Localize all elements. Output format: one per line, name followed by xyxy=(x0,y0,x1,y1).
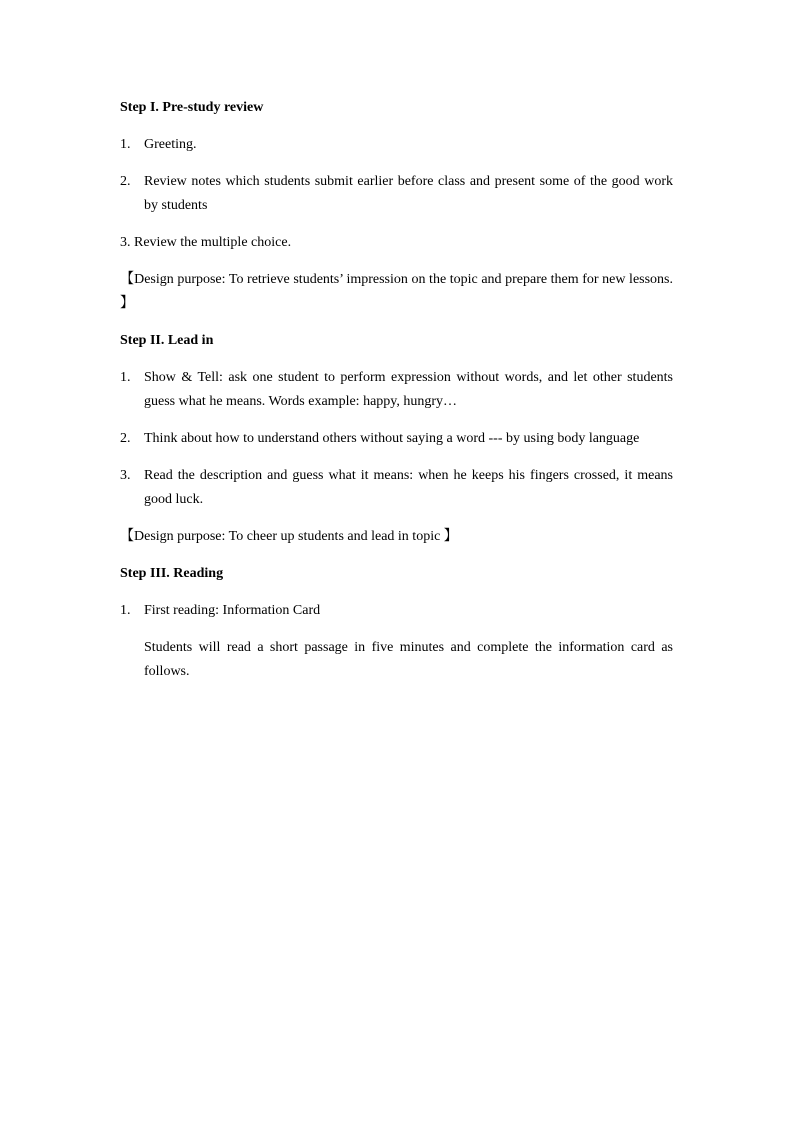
step1-heading: Step I. Pre-study review xyxy=(120,100,264,115)
step1-item-3: 3. Review the multiple choice. xyxy=(120,235,292,250)
step1-item-1-text: Greeting. xyxy=(144,137,197,152)
step2-item-1-number: 1. xyxy=(120,370,131,385)
step2-design-purpose: 【Design purpose: To cheer up students and lead in topic 】 xyxy=(120,529,458,544)
step2-item-1-text: Show & Tell: ask one student to perform expression without words, and let other students guess what he means. Words example: happy, hungry… xyxy=(144,370,673,409)
step2-heading: Step II. Lead in xyxy=(120,333,214,348)
step1-item-2-text: Review notes which students submit earlier before class and present some of the good work by students xyxy=(144,174,673,213)
step1-item-1-number: 1. xyxy=(120,137,131,152)
step1-design-purpose: 【Design purpose: To retrieve students’ impression on the topic and prepare them for new lessons. 】 xyxy=(120,272,673,311)
step2-item-2-text: Think about how to understand others without saying a word --- by using body language xyxy=(144,431,640,446)
step1-item-2-number: 2. xyxy=(120,174,131,189)
document-content xyxy=(120,96,673,697)
step2-item-1 xyxy=(120,366,673,414)
step2-item-3 xyxy=(120,464,673,512)
step3-item-1-text: First reading: Information Card xyxy=(144,603,321,618)
step3-item-1 xyxy=(120,599,673,623)
step1-item-1 xyxy=(120,133,673,157)
step3-heading: Step III. Reading xyxy=(120,566,224,581)
step2-item-3-number: 3. xyxy=(120,468,131,483)
step3-item-1-number: 1. xyxy=(120,603,131,618)
step1-item-2 xyxy=(120,170,673,218)
step3-item-1-detail: Students will read a short passage in five minutes and complete the information card as follows. xyxy=(144,640,673,679)
step2-item-2-number: 2. xyxy=(120,431,131,446)
step2-item-3-text: Read the description and guess what it means: when he keeps his fingers crossed, it means good luck. xyxy=(144,468,673,507)
step2-item-2 xyxy=(120,427,673,451)
